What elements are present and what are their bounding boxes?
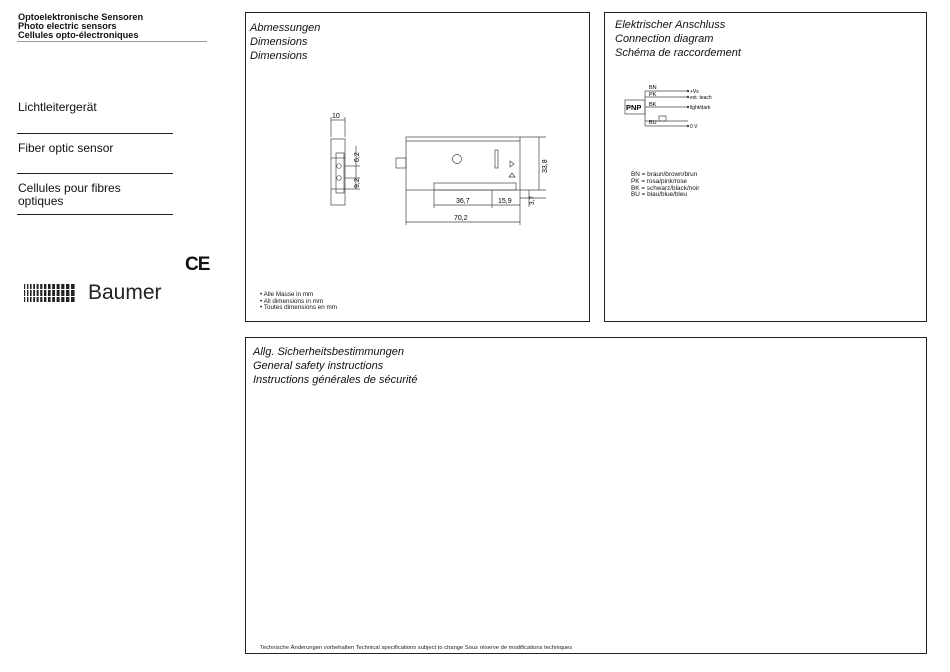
dim-total: 70,2: [454, 215, 468, 222]
baumer-logo-icon: [24, 284, 78, 302]
wire-code-bn: BN: [649, 85, 657, 91]
product-name-en: Fiber optic sensor: [18, 141, 114, 155]
ce-mark: CE: [185, 254, 210, 275]
connection-title-en: Connection diagram: [615, 33, 714, 45]
dimensions-note-en: • All dimensions in mm: [260, 297, 324, 305]
dimensions-title-en: Dimensions: [250, 36, 308, 48]
product-name-fr-2: optiques: [18, 194, 64, 208]
dimensions-title-de: Abmessungen: [250, 22, 321, 34]
dim-right-height: 33,8: [542, 159, 549, 173]
connection-title-fr: Schéma de raccordement: [615, 47, 741, 59]
dimensions-note-de: • Alle Masse in mm: [260, 291, 314, 298]
wire-color-legend: [631, 172, 699, 199]
footer-disclaimer: Technische Änderungen vorbehalten Technical specifications subject to change Sous réserve de modifications techniques: [260, 645, 573, 651]
connection-title-de: Elektrischer Anschluss: [615, 19, 726, 31]
pnp-label: PNP: [626, 103, 642, 112]
dim-bottom-small: 3,7: [529, 195, 536, 205]
product-name-fr-1: Cellules pour fibres: [18, 181, 121, 195]
safety-panel: [245, 337, 927, 654]
dim-span-b: 15,9: [498, 198, 512, 205]
product-divider-1: [17, 133, 173, 134]
header-line-en: Photo electric sensors: [18, 21, 117, 31]
product-divider-2: [17, 173, 173, 174]
wire-signal-teach: ext. teach: [690, 95, 712, 101]
product-name-de: Lichtleitergerät: [18, 100, 97, 114]
dimension-drawing: [246, 13, 589, 321]
dimensions-note-fr: • Toutes dimensions en mm: [260, 304, 337, 311]
legend-bk: BK = schwarz/black/noir: [631, 184, 700, 192]
legend-bn: BN = braun/brown/brun: [631, 171, 698, 178]
dim-top-width: 10: [332, 113, 340, 120]
product-divider-3: [17, 214, 173, 215]
dim-side-upper: 6,2: [354, 152, 361, 162]
dim-side-lower: 9,2: [354, 178, 361, 188]
connection-diagram: [605, 13, 926, 173]
wire-code-bu: BU: [649, 120, 657, 126]
dim-span-a: 36,7: [456, 198, 470, 205]
legend-bu: BU = blau/blue/bleu: [631, 191, 687, 199]
wire-signal-vs: +Vs: [690, 89, 699, 95]
header-line-fr: Cellules opto-électroniques: [18, 30, 139, 40]
brand-name: Baumer: [88, 281, 162, 304]
dimensions-title-fr: Dimensions: [250, 50, 308, 62]
legend-pk: PK = rosa/pink/rose: [631, 177, 687, 185]
safety-title-de: Allg. Sicherheitsbestimmungen: [253, 346, 405, 358]
safety-title-en: General safety instructions: [253, 360, 384, 372]
wire-signal-0v: 0 V: [690, 124, 698, 130]
wire-code-pk: PK: [649, 92, 657, 98]
dimensions-notes: [260, 292, 337, 312]
wire-code-bk: BK: [649, 102, 657, 108]
safety-title-fr: Instructions générales de sécurité: [253, 374, 418, 386]
wire-signal-lightdark: light/dark: [690, 105, 711, 111]
header-divider: [17, 41, 207, 42]
header-line-de: Optoelektronische Sensoren: [18, 12, 144, 22]
connection-panel: [604, 12, 927, 322]
dimensions-panel: [245, 12, 590, 322]
